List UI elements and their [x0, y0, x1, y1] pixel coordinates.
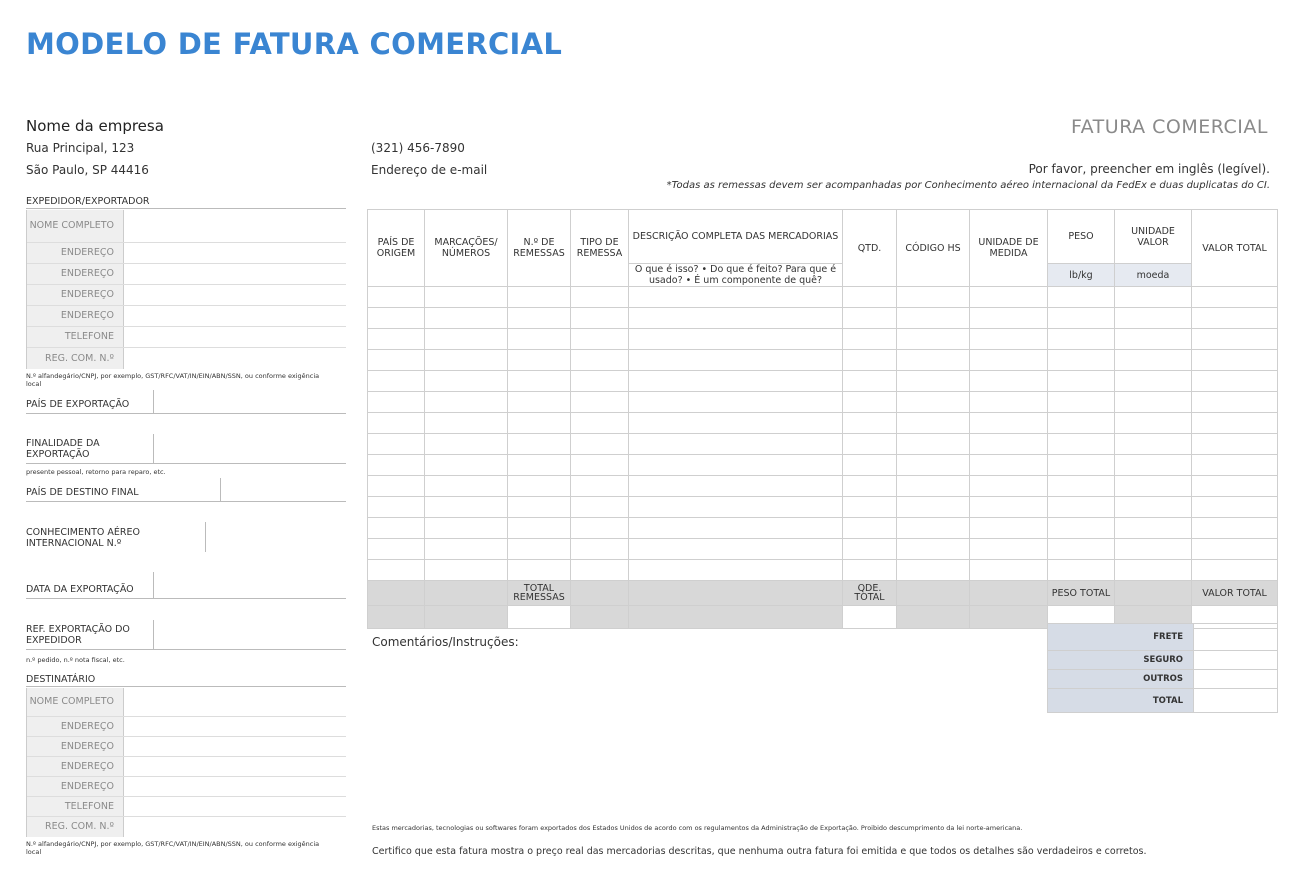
other-value[interactable]	[1194, 670, 1278, 689]
item-cell[interactable]	[843, 518, 897, 539]
item-cell[interactable]	[970, 308, 1048, 329]
item-cell[interactable]	[368, 329, 425, 350]
item-cell[interactable]	[571, 371, 629, 392]
item-cell[interactable]	[1192, 371, 1278, 392]
item-cell[interactable]	[425, 329, 508, 350]
item-cell[interactable]	[1192, 518, 1278, 539]
item-cell[interactable]	[1192, 329, 1278, 350]
item-cell[interactable]	[425, 287, 508, 308]
item-cell[interactable]	[1192, 350, 1278, 371]
item-cell[interactable]	[897, 518, 970, 539]
item-cell[interactable]	[970, 350, 1048, 371]
item-cell[interactable]	[970, 455, 1048, 476]
consignee-address-row[interactable]	[27, 757, 346, 777]
total-shipments-value[interactable]	[508, 606, 571, 629]
item-cell[interactable]	[629, 287, 843, 308]
item-cell[interactable]	[571, 497, 629, 518]
export-date-label: DATA DA EXPORTAÇÃO	[26, 572, 154, 598]
item-cell[interactable]	[571, 560, 629, 581]
item-cell[interactable]	[629, 560, 843, 581]
export-purpose-field[interactable]	[26, 434, 346, 464]
item-cell[interactable]	[843, 413, 897, 434]
item-cell[interactable]	[843, 308, 897, 329]
item-cell[interactable]	[1192, 392, 1278, 413]
company-city: São Paulo, SP 44416	[26, 163, 149, 177]
destination-country-field[interactable]	[26, 478, 346, 502]
shipper-fields	[26, 210, 346, 369]
item-cell[interactable]	[897, 476, 970, 497]
item-cell[interactable]	[843, 539, 897, 560]
shipper-address-field[interactable]	[124, 243, 346, 263]
item-cell[interactable]	[1048, 329, 1115, 350]
field-label: ENDEREÇO	[27, 264, 124, 284]
shipper-name-field[interactable]	[124, 210, 346, 242]
item-cell[interactable]	[629, 434, 843, 455]
shipper-address-row[interactable]	[27, 285, 346, 306]
airway-bill-label: CONHECIMENTO AÉREO INTERNACIONAL N.º	[26, 522, 206, 552]
item-cell[interactable]	[571, 392, 629, 413]
item-cell[interactable]	[1048, 350, 1115, 371]
item-cell[interactable]	[368, 560, 425, 581]
fill-in-english-note: Por favor, preencher em inglês (legível).	[1028, 162, 1270, 176]
item-cell[interactable]	[1048, 287, 1115, 308]
page-title: MODELO DE FATURA COMERCIAL	[26, 27, 563, 61]
certification-statement: Certifico que esta fatura mostra o preço real das mercadorias descritas, que nenhuma outra fatura foi emitida e que todos os detalhes são verdadeiros e corretos.	[372, 846, 1147, 857]
item-cell[interactable]	[425, 539, 508, 560]
consignee-phone-row[interactable]	[27, 797, 346, 817]
item-row	[368, 413, 1278, 434]
total-quantity-label: QDE. TOTAL	[843, 581, 897, 606]
consignee-tax-note: N.º alfandegário/CNPJ, por exemplo, GST/RFC/VAT/IN/EIN/ABN/SSN, ou conforme exigência local	[26, 840, 320, 856]
col-marks-numbers: MARCAÇÕES/ NÚMEROS	[425, 210, 508, 287]
item-cell[interactable]	[425, 413, 508, 434]
item-cell[interactable]	[368, 497, 425, 518]
item-cell[interactable]	[843, 350, 897, 371]
item-row	[368, 455, 1278, 476]
item-cell[interactable]	[1048, 434, 1115, 455]
item-cell[interactable]	[571, 329, 629, 350]
item-cell[interactable]	[508, 518, 571, 539]
item-cell[interactable]	[843, 392, 897, 413]
item-cell[interactable]	[1048, 455, 1115, 476]
item-cell[interactable]	[425, 560, 508, 581]
company-name: Nome da empresa	[26, 117, 164, 135]
item-cell[interactable]	[1192, 287, 1278, 308]
item-cell[interactable]	[970, 371, 1048, 392]
document-title: FATURA COMERCIAL	[1070, 116, 1268, 138]
col-country-origin: PAÍS DE ORIGEM	[368, 210, 425, 287]
shipper-regcom-row[interactable]	[27, 348, 346, 369]
comments-label: Comentários/Instruções:	[372, 635, 519, 649]
item-cell[interactable]	[425, 350, 508, 371]
consignee-address-row[interactable]	[27, 777, 346, 797]
item-row	[368, 350, 1278, 371]
item-cell[interactable]	[368, 308, 425, 329]
item-row	[368, 308, 1278, 329]
shipper-section-label: EXPEDIDOR/EXPORTADOR	[26, 196, 150, 207]
field-label: ENDEREÇO	[27, 306, 124, 326]
item-cell[interactable]	[425, 518, 508, 539]
item-cell[interactable]	[897, 560, 970, 581]
item-cell[interactable]	[629, 308, 843, 329]
company-email: Endereço de e-mail	[371, 163, 488, 177]
company-street: Rua Principal, 123	[26, 141, 135, 155]
item-row	[368, 434, 1278, 455]
item-cell[interactable]	[629, 518, 843, 539]
item-cell[interactable]	[368, 392, 425, 413]
country-of-export-label: PAÍS DE EXPORTAÇÃO	[26, 390, 154, 413]
item-cell[interactable]	[1115, 413, 1192, 434]
item-cell[interactable]	[970, 329, 1048, 350]
item-cell[interactable]	[508, 560, 571, 581]
item-row	[368, 497, 1278, 518]
item-cell[interactable]	[425, 434, 508, 455]
item-cell[interactable]	[368, 434, 425, 455]
item-cell[interactable]	[368, 371, 425, 392]
item-cell[interactable]	[508, 413, 571, 434]
item-cell[interactable]	[970, 497, 1048, 518]
col-unit-value: UNIDADE VALOR	[1115, 210, 1192, 264]
consignee-address-field[interactable]	[124, 737, 346, 756]
freight-label: FRETE	[1048, 624, 1194, 651]
consignee-phone-field[interactable]	[124, 797, 346, 816]
item-row	[368, 560, 1278, 581]
total-value[interactable]	[1194, 689, 1278, 713]
item-cell[interactable]	[1048, 497, 1115, 518]
item-cell[interactable]	[1048, 560, 1115, 581]
item-cell[interactable]	[571, 455, 629, 476]
item-cell[interactable]	[508, 308, 571, 329]
item-cell[interactable]	[508, 371, 571, 392]
item-cell[interactable]	[1192, 308, 1278, 329]
shipper-reference-field[interactable]	[26, 620, 346, 650]
item-cell[interactable]	[571, 539, 629, 560]
field-label: ENDEREÇO	[27, 757, 124, 776]
item-cell[interactable]	[508, 287, 571, 308]
export-statement: Estas mercadorias, tecnologias ou softwares foram exportados dos Estados Unidos de acordo com os regulamentos da Administração de Exportação. Proibido descumprimento da lei norte-americana.	[372, 824, 1023, 832]
shipper-address-row[interactable]	[27, 306, 346, 327]
shipper-reference-hint: n.º pedido, n.º nota fiscal, etc.	[26, 656, 125, 664]
shipper-address-field[interactable]	[124, 306, 346, 326]
item-cell[interactable]	[368, 518, 425, 539]
consignee-address-field[interactable]	[124, 777, 346, 796]
item-cell[interactable]	[425, 308, 508, 329]
item-cell[interactable]	[1048, 371, 1115, 392]
item-cell[interactable]	[571, 434, 629, 455]
export-purpose-label: FINALIDADE DA EXPORTAÇÃO	[26, 434, 154, 463]
item-cell[interactable]	[1048, 476, 1115, 497]
item-cell[interactable]	[629, 371, 843, 392]
shipper-address-row[interactable]	[27, 264, 346, 285]
insurance-value[interactable]	[1194, 651, 1278, 670]
consignee-address-row[interactable]	[27, 737, 346, 757]
totals-row	[368, 581, 1278, 606]
item-cell[interactable]	[843, 455, 897, 476]
item-cell[interactable]	[368, 476, 425, 497]
item-cell[interactable]	[897, 329, 970, 350]
item-cell[interactable]	[425, 455, 508, 476]
item-cell[interactable]	[970, 518, 1048, 539]
item-cell[interactable]	[897, 455, 970, 476]
item-cell[interactable]	[970, 539, 1048, 560]
other-label: OUTROS	[1048, 670, 1194, 689]
field-label: TELEFONE	[27, 327, 124, 347]
item-cell[interactable]	[629, 497, 843, 518]
consignee-address-field[interactable]	[124, 757, 346, 776]
item-cell[interactable]	[425, 371, 508, 392]
item-cell[interactable]	[571, 476, 629, 497]
charges-summary-table	[1047, 623, 1278, 713]
total-label: TOTAL	[1048, 689, 1194, 713]
item-cell[interactable]	[970, 476, 1048, 497]
item-cell[interactable]	[629, 413, 843, 434]
field-label: NOME COMPLETO	[27, 210, 124, 242]
consignee-divider	[26, 686, 346, 687]
item-cell[interactable]	[1192, 560, 1278, 581]
field-label: ENDEREÇO	[27, 717, 124, 736]
item-cell[interactable]	[1115, 476, 1192, 497]
item-cell[interactable]	[508, 455, 571, 476]
item-cell[interactable]	[1048, 392, 1115, 413]
item-cell[interactable]	[843, 497, 897, 518]
field-label: ENDEREÇO	[27, 243, 124, 263]
item-cell[interactable]	[897, 413, 970, 434]
export-date-field[interactable]	[26, 572, 346, 599]
item-cell[interactable]	[843, 371, 897, 392]
item-cell[interactable]	[425, 392, 508, 413]
shipper-phone-row[interactable]	[27, 327, 346, 348]
item-cell[interactable]	[1115, 518, 1192, 539]
item-cell[interactable]	[571, 287, 629, 308]
item-cell[interactable]	[571, 350, 629, 371]
col-total-value: VALOR TOTAL	[1192, 210, 1278, 287]
shipper-name-row[interactable]	[27, 210, 346, 243]
shipper-divider	[26, 208, 346, 209]
consignee-name-field[interactable]	[124, 688, 346, 716]
item-cell[interactable]	[843, 287, 897, 308]
item-row	[368, 329, 1278, 350]
item-cell[interactable]	[629, 329, 843, 350]
item-cell[interactable]	[897, 497, 970, 518]
item-cell[interactable]	[1192, 455, 1278, 476]
item-cell[interactable]	[843, 434, 897, 455]
description-hint: O que é isso? • Do que é feito? Para que é usado? • É um componente de quê?	[629, 264, 843, 287]
total-weight-label: PESO TOTAL	[1048, 581, 1115, 606]
item-cell[interactable]	[1115, 455, 1192, 476]
field-label: REG. COM. N.º	[27, 817, 124, 837]
destination-country-label: PAÍS DE DESTINO FINAL	[26, 478, 221, 501]
col-shipment-type: TIPO DE REMESSA	[571, 210, 629, 287]
consignee-address-row[interactable]	[27, 717, 346, 737]
airway-bill-field[interactable]	[26, 522, 346, 552]
item-cell[interactable]	[1115, 371, 1192, 392]
item-cell[interactable]	[970, 413, 1048, 434]
item-row	[368, 539, 1278, 560]
item-cell[interactable]	[1048, 308, 1115, 329]
item-cell[interactable]	[843, 476, 897, 497]
item-cell[interactable]	[1192, 476, 1278, 497]
item-cell[interactable]	[1115, 497, 1192, 518]
col-quantity: QTD.	[843, 210, 897, 287]
insurance-label: SEGURO	[1048, 651, 1194, 670]
item-cell[interactable]	[897, 434, 970, 455]
total-quantity-value[interactable]	[843, 606, 897, 629]
shipper-tax-note: N.º alfandegário/CNPJ, por exemplo, GST/RFC/VAT/IN/EIN/ABN/SSN, ou conforme exigência local	[26, 372, 320, 388]
item-cell[interactable]	[970, 287, 1048, 308]
company-phone: (321) 456-7890	[371, 141, 465, 155]
currency-unit: moeda	[1115, 264, 1192, 287]
item-cell[interactable]	[1115, 434, 1192, 455]
item-cell[interactable]	[629, 350, 843, 371]
item-cell[interactable]	[1048, 539, 1115, 560]
consignee-address-field[interactable]	[124, 717, 346, 736]
item-cell[interactable]	[368, 413, 425, 434]
item-cell[interactable]	[508, 350, 571, 371]
item-cell[interactable]	[1048, 413, 1115, 434]
item-cell[interactable]	[629, 476, 843, 497]
item-cell[interactable]	[1192, 434, 1278, 455]
col-weight: PESO	[1048, 210, 1115, 264]
item-cell[interactable]	[897, 350, 970, 371]
item-cell[interactable]	[1048, 518, 1115, 539]
item-cell[interactable]	[508, 329, 571, 350]
item-cell[interactable]	[368, 455, 425, 476]
item-cell[interactable]	[629, 539, 843, 560]
item-row	[368, 371, 1278, 392]
consignee-regcom-row[interactable]	[27, 817, 346, 837]
export-purpose-hint: presente pessoal, retorno para reparo, etc.	[26, 468, 166, 476]
shipper-phone-field[interactable]	[124, 327, 346, 347]
field-label: REG. COM. N.º	[27, 348, 124, 369]
item-cell[interactable]	[508, 539, 571, 560]
item-cell[interactable]	[1115, 539, 1192, 560]
col-shipments-count: N.º DE REMESSAS	[508, 210, 571, 287]
item-cell[interactable]	[897, 371, 970, 392]
consignee-name-row[interactable]	[27, 688, 346, 717]
shipper-reference-label: REF. EXPORTAÇÃO DO EXPEDIDOR	[26, 620, 154, 649]
item-cell[interactable]	[508, 434, 571, 455]
weight-unit: lb/kg	[1048, 264, 1115, 287]
item-cell[interactable]	[897, 539, 970, 560]
item-cell[interactable]	[508, 392, 571, 413]
item-cell[interactable]	[629, 455, 843, 476]
item-cell[interactable]	[970, 434, 1048, 455]
item-cell[interactable]	[843, 560, 897, 581]
item-cell[interactable]	[1192, 539, 1278, 560]
item-cell[interactable]	[368, 350, 425, 371]
item-cell[interactable]	[425, 497, 508, 518]
item-cell[interactable]	[1115, 560, 1192, 581]
item-row	[368, 287, 1278, 308]
item-cell[interactable]	[508, 476, 571, 497]
country-of-export-field[interactable]	[26, 390, 346, 414]
item-cell[interactable]	[1115, 308, 1192, 329]
item-cell[interactable]	[897, 287, 970, 308]
shipper-address-field[interactable]	[124, 264, 346, 284]
item-cell[interactable]	[1115, 287, 1192, 308]
consignee-regcom-field[interactable]	[124, 817, 346, 837]
item-cell[interactable]	[1115, 329, 1192, 350]
item-row	[368, 476, 1278, 497]
item-cell[interactable]	[1115, 350, 1192, 371]
item-row	[368, 518, 1278, 539]
total-shipments-label: TOTAL REMESSAS	[508, 581, 571, 606]
shipper-address-row[interactable]	[27, 243, 346, 264]
shipper-address-field[interactable]	[124, 285, 346, 305]
item-cell[interactable]	[368, 287, 425, 308]
col-description: DESCRIÇÃO COMPLETA DAS MERCADORIAS	[629, 210, 843, 264]
col-unit-measure: UNIDADE DE MEDIDA	[970, 210, 1048, 287]
freight-value[interactable]	[1194, 624, 1278, 651]
col-hs-code: CÓDIGO HS	[897, 210, 970, 287]
item-cell[interactable]	[368, 539, 425, 560]
item-cell[interactable]	[1192, 413, 1278, 434]
item-cell[interactable]	[571, 308, 629, 329]
item-cell[interactable]	[425, 476, 508, 497]
total-value-label: VALOR TOTAL	[1192, 581, 1278, 606]
field-label: NOME COMPLETO	[27, 688, 124, 716]
items-table	[367, 209, 1278, 629]
item-cell[interactable]	[970, 560, 1048, 581]
item-cell[interactable]	[571, 518, 629, 539]
item-cell[interactable]	[629, 392, 843, 413]
consignee-section-label: DESTINATÁRIO	[26, 674, 96, 685]
item-cell[interactable]	[897, 392, 970, 413]
item-cell[interactable]	[897, 308, 970, 329]
field-label: ENDEREÇO	[27, 285, 124, 305]
item-cell[interactable]	[508, 497, 571, 518]
item-cell[interactable]	[1192, 497, 1278, 518]
airway-bill-note: *Todas as remessas devem ser acompanhadas por Conhecimento aéreo internacional da FedEx e duas duplicatas do CI.	[666, 180, 1270, 191]
field-label: ENDEREÇO	[27, 777, 124, 796]
item-cell[interactable]	[571, 413, 629, 434]
field-label: ENDEREÇO	[27, 737, 124, 756]
item-cell[interactable]	[1115, 392, 1192, 413]
consignee-fields	[26, 688, 346, 837]
item-cell[interactable]	[843, 329, 897, 350]
item-row	[368, 392, 1278, 413]
field-label: TELEFONE	[27, 797, 124, 816]
shipper-regcom-field[interactable]	[124, 348, 346, 369]
item-cell[interactable]	[970, 392, 1048, 413]
